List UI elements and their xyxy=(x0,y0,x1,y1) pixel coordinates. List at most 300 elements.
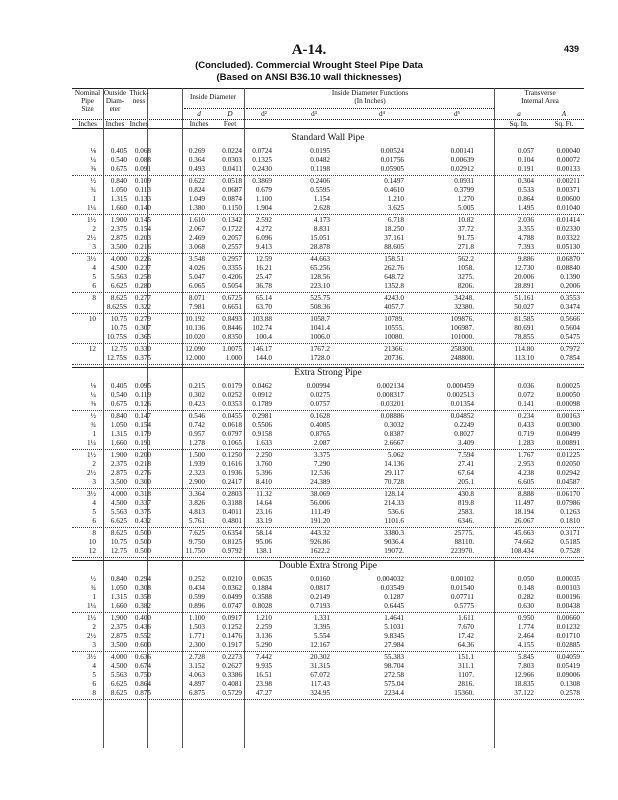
table-cell: 0.03549 xyxy=(380,584,404,592)
table-cell: 18.250 xyxy=(384,225,404,233)
table-cell: 1.210 xyxy=(387,195,404,203)
table-cell: 18.835 xyxy=(514,680,534,688)
table-cell: 0.036 xyxy=(517,382,534,390)
nominal-size-cell: 3½ xyxy=(87,653,96,661)
table-cell: 3.375 xyxy=(313,451,330,459)
table-cell: 20736. xyxy=(384,354,404,362)
table-cell: 0.2249 xyxy=(454,421,474,429)
table-cell: 0.1810 xyxy=(560,517,580,525)
nominal-size-cell: 1 xyxy=(92,195,96,203)
table-cell: 0.04587 xyxy=(556,478,580,486)
table-cell: 0.432 xyxy=(134,517,151,525)
group-separator xyxy=(72,364,584,365)
table-cell: 0.358 xyxy=(134,593,151,601)
table-cell: 1058.7 xyxy=(310,315,330,323)
table-cell: 0.133 xyxy=(134,195,151,203)
table-cell: 51.161 xyxy=(514,294,534,302)
table-cell: 5.845 xyxy=(517,653,534,661)
table-cell: 248800. xyxy=(450,354,474,362)
table-cell: 9.886 xyxy=(517,255,534,263)
table-cell: 0.0797 xyxy=(222,430,242,438)
table-cell: 2.6667 xyxy=(384,439,404,447)
page-number: 439 xyxy=(564,44,580,54)
table-cell: 98.704 xyxy=(384,662,404,670)
table-cell: 0.4011 xyxy=(222,508,242,516)
table-cell: 6.718 xyxy=(387,216,404,224)
table-cell: 0.00141 xyxy=(450,147,474,155)
table-cell: 0.1390 xyxy=(560,273,580,281)
table-cell: 1.660 xyxy=(110,204,127,212)
nominal-size-cell: 1½ xyxy=(87,451,96,459)
table-cell: 0.00499 xyxy=(556,430,580,438)
table-cell: 262.76 xyxy=(384,264,404,272)
table-cell: 1041.4 xyxy=(310,324,330,332)
table-cell: 0.068 xyxy=(134,147,151,155)
table-cell: 3.068 xyxy=(188,243,205,251)
table-cell: 25.47 xyxy=(255,273,272,281)
table-cell: 2.375 xyxy=(110,460,127,468)
table-cell: 0.4081 xyxy=(222,680,242,688)
nominal-size-cell: ¼ xyxy=(90,156,96,164)
table-cell: 8.888 xyxy=(517,490,534,498)
table-cell: 0.140 xyxy=(134,204,151,212)
table-cell: 4.897 xyxy=(188,680,205,688)
header-letter-a: a xyxy=(517,110,521,118)
table-cell: 146.17 xyxy=(252,345,272,353)
table-cell: 2583. xyxy=(457,508,474,516)
table-row xyxy=(72,401,584,410)
table-cell: 4.000 xyxy=(110,490,127,498)
header-nominal-1: Nominal xyxy=(74,89,101,97)
table-cell: 575.04 xyxy=(384,680,404,688)
table-cell: 3275. xyxy=(457,273,474,281)
table-cell: 0.674 xyxy=(134,662,151,670)
header-letter-d: d xyxy=(197,110,201,118)
table-cell: 3.136 xyxy=(255,632,272,640)
table-cell: 0.09006 xyxy=(556,671,580,679)
table-row xyxy=(72,548,584,557)
table-cell: 0.382 xyxy=(134,602,151,610)
group-separator xyxy=(72,612,584,613)
header-transverse-1: Transverse xyxy=(524,89,556,97)
header-letter-D: D xyxy=(227,110,233,118)
table-row xyxy=(72,334,584,343)
table-cell: 0.08886 xyxy=(380,412,404,420)
table-cell: 0.0275 xyxy=(310,391,330,399)
table-cell: 3.500 xyxy=(110,641,127,649)
table-cell: 4.238 xyxy=(517,469,534,477)
nominal-size-cell: 4 xyxy=(92,662,96,670)
table-cell: 3.500 xyxy=(110,243,127,251)
table-cell: 91.75 xyxy=(457,234,474,242)
table-cell: 562.2 xyxy=(457,255,474,263)
table-row xyxy=(72,355,584,364)
table-cell: 0.1342 xyxy=(222,216,242,224)
table-cell: 0.304 xyxy=(517,177,534,185)
table-cell: 0.8125 xyxy=(222,538,242,546)
table-cell: 10555. xyxy=(384,324,404,332)
table-cell: 102.74 xyxy=(252,324,272,332)
table-cell: 20.302 xyxy=(310,653,330,661)
table-cell: 117.43 xyxy=(310,680,330,688)
table-cell: 0.599 xyxy=(188,593,205,601)
table-cell: 1.610 xyxy=(188,216,205,224)
table-cell: 1.660 xyxy=(110,602,127,610)
table-cell: 0.0817 xyxy=(310,584,330,592)
table-cell: 2234.4 xyxy=(384,689,404,697)
table-cell: 0.154 xyxy=(134,225,151,233)
table-cell: 0.864 xyxy=(517,195,534,203)
table-cell: 114.80 xyxy=(514,345,534,353)
table-cell: 1006.0 xyxy=(310,333,330,341)
table-cell: 0.00025 xyxy=(556,382,580,390)
table-cell: 1058. xyxy=(457,264,474,272)
table-cell: 0.0252 xyxy=(222,391,242,399)
table-cell: 0.2557 xyxy=(222,243,242,251)
nominal-size-cell: 1 xyxy=(92,593,96,601)
group-separator xyxy=(72,449,584,450)
table-cell: 3.500 xyxy=(110,478,127,486)
table-cell: 58.14 xyxy=(255,529,272,537)
table-cell: 28.891 xyxy=(514,282,534,290)
table-cell: 158.51 xyxy=(384,255,404,263)
nominal-size-cell: 4 xyxy=(92,264,96,272)
nominal-size-cell: 12 xyxy=(88,547,96,555)
table-cell: 37.122 xyxy=(514,689,534,697)
table-cell: 0.2273 xyxy=(222,653,242,661)
table-cell: 0.237 xyxy=(134,264,151,272)
table-cell: 12.000 xyxy=(185,354,205,362)
table-cell: 70.728 xyxy=(384,478,404,486)
table-cell: 2.375 xyxy=(110,225,127,233)
table-cell: 106987. xyxy=(450,324,474,332)
table-cell: 9.935 xyxy=(255,662,272,670)
table-cell: 0.630 xyxy=(517,602,534,610)
table-cell: 4243.0 xyxy=(384,294,404,302)
table-cell: 0.1789 xyxy=(252,400,272,408)
table-cell: 0.1616 xyxy=(222,460,242,468)
table-cell: 0.00163 xyxy=(556,412,580,420)
table-cell: 3.625 xyxy=(387,204,404,212)
header-transverse-2: Internal Area xyxy=(521,97,559,105)
table-cell: 311.1 xyxy=(458,662,474,670)
header-letter-A: A xyxy=(561,110,567,118)
table-cell: 0.675 xyxy=(110,165,127,173)
table-cell: 0.294 xyxy=(134,575,151,583)
table-cell: 6.625 xyxy=(110,517,127,525)
table-cell: 223970. xyxy=(450,547,474,555)
table-cell: 0.141 xyxy=(517,400,534,408)
nominal-size-cell: 1 xyxy=(92,430,96,438)
table-cell: 37.161 xyxy=(384,234,404,242)
header-outside-2: Diam- xyxy=(105,97,125,105)
table-cell: 128.14 xyxy=(384,490,404,498)
table-cell: 0.02912 xyxy=(450,165,474,173)
table-cell: 67.64 xyxy=(457,469,474,477)
table-cell: 2.875 xyxy=(110,469,127,477)
table-cell: 0.7854 xyxy=(560,354,580,362)
table-cell: 0.950 xyxy=(517,614,534,622)
table-cell: 1.767 xyxy=(517,451,534,459)
table-cell: 0.00050 xyxy=(556,391,580,399)
table-cell: 2.250 xyxy=(255,451,272,459)
table-cell: 21366. xyxy=(384,345,404,353)
table-cell: 0.3355 xyxy=(222,264,242,272)
table-cell: 0.330 xyxy=(134,345,151,353)
table-cell: 0.00098 xyxy=(556,400,580,408)
table-cell: 10.192 xyxy=(185,315,205,323)
table-cell: 0.00102 xyxy=(450,575,474,583)
table-cell: 0.0195 xyxy=(310,147,330,155)
table-cell: 108.434 xyxy=(510,547,534,555)
table-cell: 0.0747 xyxy=(222,602,242,610)
table-row xyxy=(72,304,584,313)
table-cell: 16.21 xyxy=(255,264,272,272)
table-cell: 0.1287 xyxy=(384,593,404,601)
header-outside-3: eter xyxy=(109,105,121,113)
table-cell: 0.546 xyxy=(188,412,205,420)
header-outside-1: Outside xyxy=(103,89,127,97)
table-cell: 0.0912 xyxy=(252,391,272,399)
nominal-size-cell: 3½ xyxy=(87,255,96,263)
table-cell: 12.75 xyxy=(110,345,127,353)
unit-label: Inches xyxy=(78,120,97,128)
table-cell: 0.234 xyxy=(517,412,534,420)
table-cell: 1.611 xyxy=(458,614,474,622)
table-subtitle-basis: (Based on ANSI B36.10 wall thicknesses) xyxy=(216,72,402,83)
table-cell: 0.01756 xyxy=(380,156,404,164)
table-cell: 138.1 xyxy=(255,547,272,555)
table-cell: 430.8 xyxy=(457,490,474,498)
nominal-size-cell: 2 xyxy=(92,460,96,468)
table-cell: 7.625 xyxy=(188,529,205,537)
table-cell: 0.1198 xyxy=(310,165,330,173)
table-cell: 3.409 xyxy=(457,439,474,447)
table-cell: 27.41 xyxy=(457,460,474,468)
table-cell: 0.679 xyxy=(255,186,272,194)
table-cell: 0.01232 xyxy=(556,623,580,631)
table-cell: 0.00639 xyxy=(450,156,474,164)
table-cell: 0.433 xyxy=(517,421,534,429)
table-cell: 29.117 xyxy=(384,469,404,477)
table-cell: 14.136 xyxy=(384,460,404,468)
table-cell: 25775. xyxy=(454,529,474,537)
table-cell: 15360. xyxy=(454,689,474,697)
table-cell: 0.875 xyxy=(134,689,151,697)
table-cell: 0.0303 xyxy=(222,156,242,164)
table-cell: 8.625 xyxy=(110,529,127,537)
table-cell: 0.1917 xyxy=(222,641,242,649)
nominal-size-cell: ⅜ xyxy=(90,400,96,408)
table-cell: 1.050 xyxy=(110,421,127,429)
table-cell: 1.633 xyxy=(255,439,272,447)
table-cell: 4.063 xyxy=(188,671,205,679)
table-cell: 34248. xyxy=(454,294,474,302)
table-cell: 11.32 xyxy=(256,490,272,498)
table-cell: 2.900 xyxy=(188,478,205,486)
group-separator xyxy=(72,410,584,411)
table-cell: 5.761 xyxy=(188,517,205,525)
table-cell: 2.323 xyxy=(188,469,205,477)
table-cell: 8.625S xyxy=(106,303,127,311)
table-cell: 3.355 xyxy=(517,225,534,233)
table-cell: 0.1065 xyxy=(222,439,242,447)
header-d2: d² xyxy=(261,110,267,118)
table-cell: 0.719 xyxy=(517,430,534,438)
table-cell: 1.380 xyxy=(188,204,205,212)
table-cell: 0.375 xyxy=(134,354,151,362)
table-cell: 2.875 xyxy=(110,632,127,640)
table-cell: 26.067 xyxy=(514,517,534,525)
table-cell: 1.315 xyxy=(110,195,127,203)
table-cell: 0.4610 xyxy=(384,186,404,194)
group-separator xyxy=(72,343,584,344)
table-row xyxy=(72,205,584,214)
table-cell: 1.049 xyxy=(188,195,205,203)
table-cell: 0.03201 xyxy=(380,400,404,408)
table-cell: 0.675 xyxy=(110,400,127,408)
table-cell: 0.01414 xyxy=(556,216,580,224)
table-cell: 5.563 xyxy=(110,671,127,679)
table-cell: 0.423 xyxy=(188,400,205,408)
header-thickness-1: Thick- xyxy=(129,89,149,97)
table-cell: 0.154 xyxy=(134,421,151,429)
table-cell: 0.01710 xyxy=(556,632,580,640)
table-cell: 113.10 xyxy=(514,354,534,362)
table-cell: 0.622 xyxy=(188,177,205,185)
table-cell: 1.4641 xyxy=(384,614,404,622)
table-cell: 0.1263 xyxy=(560,508,580,516)
table-subtitle: (Concluded). Commercial Wrought Steel Pipe Data xyxy=(195,60,423,71)
table-cell: 80.691 xyxy=(514,324,534,332)
table-cell: 10.136 xyxy=(185,324,205,332)
table-cell: 1.270 xyxy=(457,195,474,203)
nominal-size-cell: 3 xyxy=(92,243,96,251)
table-cell: 0.4801 xyxy=(222,517,242,525)
table-cell: 0.258 xyxy=(134,273,151,281)
nominal-size-cell: 3 xyxy=(92,478,96,486)
table-cell: 65.14 xyxy=(255,294,272,302)
table-cell: 0.148 xyxy=(517,584,534,592)
unit-label: Inches xyxy=(189,120,209,128)
table-cell: 0.600 xyxy=(134,641,151,649)
nominal-size-cell: ⅜ xyxy=(90,165,96,173)
table-cell: 31.315 xyxy=(310,662,330,670)
table-cell: 0.095 xyxy=(134,382,151,390)
table-cell: 5.554 xyxy=(313,632,330,640)
table-cell: 2.464 xyxy=(517,632,534,640)
table-cell: 109876. xyxy=(450,315,474,323)
nominal-size-cell: ¾ xyxy=(90,421,96,429)
table-cell: 0.279 xyxy=(134,315,151,323)
table-cell: 8.831 xyxy=(313,225,330,233)
table-cell: 5.062 xyxy=(387,451,404,459)
table-cell: 5.047 xyxy=(188,273,205,281)
nominal-size-cell: 10 xyxy=(88,315,96,323)
table-row xyxy=(72,283,584,292)
group-separator xyxy=(72,313,584,314)
table-cell: 3.548 xyxy=(188,255,205,263)
table-cell: 1101.6 xyxy=(384,517,404,525)
table-cell: 0.957 xyxy=(188,430,205,438)
table-cell: 0.0757 xyxy=(310,400,330,408)
table-cell: 0.0499 xyxy=(222,593,242,601)
nominal-size-cell: 8 xyxy=(92,294,96,302)
section-title: Extra Strong Pipe xyxy=(294,368,362,378)
header-inside-diameter: Inside Diameter xyxy=(189,93,237,101)
table-cell: 0.1308 xyxy=(560,680,580,688)
table-cell: 67.072 xyxy=(310,671,330,679)
table-cell: 4057.7 xyxy=(384,303,404,311)
table-cell: 14.64 xyxy=(255,499,272,507)
table-cell: 0.6354 xyxy=(222,529,242,537)
table-row xyxy=(72,479,584,488)
group-separator xyxy=(72,253,584,254)
nominal-size-cell: ⅛ xyxy=(90,382,96,390)
table-cell: 33.19 xyxy=(255,517,272,525)
table-cell: 1.283 xyxy=(517,439,534,447)
table-cell: 7.393 xyxy=(517,243,534,251)
table-cell: 0.00072 xyxy=(556,156,580,164)
table-cell: 272.58 xyxy=(384,671,404,679)
nominal-size-cell: 3½ xyxy=(87,490,96,498)
table-cell: 81.585 xyxy=(514,315,534,323)
table-cell: 0.05419 xyxy=(556,662,580,670)
table-cell: 648.72 xyxy=(384,273,404,281)
nominal-size-cell: ½ xyxy=(90,177,96,185)
table-cell: 0.03322 xyxy=(556,234,580,242)
table-cell: 0.2627 xyxy=(222,662,242,670)
table-cell: 4.155 xyxy=(517,641,534,649)
table-cell: 0.8350 xyxy=(222,333,242,341)
table-cell: 111.49 xyxy=(310,508,330,516)
table-cell: 0.3869 xyxy=(252,177,272,185)
nominal-size-cell: 4 xyxy=(92,499,96,507)
table-cell: 1352.8 xyxy=(384,282,404,290)
table-cell: 0.00891 xyxy=(556,439,580,447)
nominal-size-cell: 3 xyxy=(92,641,96,649)
table-cell: 0.0618 xyxy=(222,421,242,429)
header-d5: d⁵ xyxy=(453,110,461,118)
table-cell: 0.2578 xyxy=(560,689,580,697)
unit-label: Sq. Ft. xyxy=(554,120,574,128)
table-cell: 0.00133 xyxy=(556,165,580,173)
section-title: Double Extra Strong Pipe xyxy=(279,561,377,571)
table-cell: 12.090 xyxy=(185,345,205,353)
table-cell: 1.660 xyxy=(110,439,127,447)
table-cell: 10789. xyxy=(384,315,404,323)
table-cell: 0.2957 xyxy=(222,255,242,263)
table-cell: 0.405 xyxy=(110,382,127,390)
table-cell: 0.8493 xyxy=(222,315,242,323)
table-cell: 0.302 xyxy=(188,391,205,399)
unit-label: Feet xyxy=(223,120,237,128)
table-cell: 0.008317 xyxy=(377,391,404,399)
table-cell: 144.0 xyxy=(255,354,272,362)
table-cell: 0.00371 xyxy=(556,186,580,194)
table-cell: 0.119 xyxy=(135,391,151,399)
table-cell: 0.226 xyxy=(134,255,151,263)
table-cell: 508.36 xyxy=(310,303,330,311)
table-cell: 65.256 xyxy=(310,264,330,272)
table-cell: 1.315 xyxy=(110,593,127,601)
table-cell: 0.01040 xyxy=(556,204,580,212)
nominal-size-cell: 12 xyxy=(88,345,96,353)
table-cell: 0.0635 xyxy=(252,575,272,583)
nominal-size-cell: 2 xyxy=(92,623,96,631)
table-cell: 0.3188 xyxy=(222,499,242,507)
table-cell: 12.730 xyxy=(514,264,534,272)
